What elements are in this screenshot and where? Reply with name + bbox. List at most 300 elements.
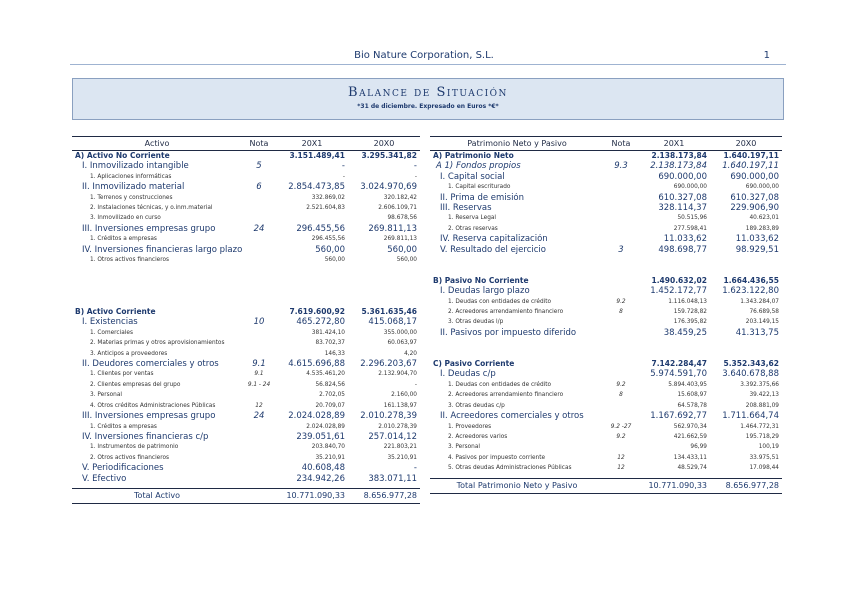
row-value-20x1: 610.327,08 <box>658 192 707 203</box>
row-label: 1. Aplicaciones informáticas <box>90 173 172 180</box>
row-value-20x0: 35.210,91 <box>387 454 417 461</box>
row-value-20x0: - <box>414 173 417 180</box>
row-value-20x0: 320.182,42 <box>383 194 417 201</box>
row-label: 4. Pasivos por impuesto corriente <box>448 454 546 461</box>
row-value-20x0: 11.033,62 <box>735 234 779 245</box>
row-label: 5. Otras deudas Administraciones Públicas <box>448 465 572 472</box>
row-value-20x1: 50.515,96 <box>677 215 707 222</box>
row-value-20x0: 3.295.341,82 <box>361 151 417 160</box>
row-label: I. Capital social <box>440 171 505 182</box>
row-nota: 8 <box>619 309 623 316</box>
row-nota <box>242 203 276 213</box>
row-value-20x1: 2.702,05 <box>319 392 345 399</box>
liabilities-body <box>430 151 782 474</box>
row-label: 3. Inmovilizado en curso <box>90 215 161 222</box>
row-nota <box>242 474 276 484</box>
section-row <box>72 307 420 317</box>
row-value-20x1: 381.424,10 <box>311 329 345 336</box>
row-value-20x1: 690.000,00 <box>673 184 707 191</box>
row-value-20x1: 332.869,02 <box>311 194 345 201</box>
group-row <box>430 245 782 255</box>
row-nota <box>242 349 276 359</box>
group-row <box>72 359 420 369</box>
detail-row <box>430 432 782 442</box>
row-nota: 10 <box>253 317 265 328</box>
assets-table <box>72 136 420 504</box>
group-row <box>430 328 782 338</box>
row-value-20x1: 20.709,07 <box>315 402 345 409</box>
detail-row <box>72 328 420 338</box>
row-nota <box>604 224 638 234</box>
group-row <box>72 161 420 171</box>
row-label: 2. Otros activos financieros <box>90 454 170 461</box>
detail-row <box>72 380 420 390</box>
row-value-20x1: 4.615.696,88 <box>288 359 345 370</box>
row-nota <box>242 463 276 473</box>
row-value-20x0: 189.283,89 <box>745 225 779 232</box>
row-nota: 9.2 -27 <box>610 423 632 430</box>
row-value-20x1: 2.138.173,84 <box>650 161 707 172</box>
section-row <box>430 151 782 162</box>
group-row <box>430 203 782 213</box>
group-row <box>72 411 420 421</box>
row-nota <box>604 213 638 223</box>
row-label: II. Deudores comerciales y otros <box>82 359 219 370</box>
row-value-20x0: 2.160,00 <box>391 392 417 399</box>
row-label: C) Pasivo Corriente <box>433 359 515 369</box>
detail-row <box>430 422 782 432</box>
row-value-20x0: 98.929,51 <box>735 244 779 255</box>
row-value-20x1: 1.167.692,77 <box>650 411 707 422</box>
assets-header-row <box>72 137 420 151</box>
section-row <box>72 151 420 162</box>
row-value-20x1: 7.619.600,92 <box>289 307 345 317</box>
row-value-20x1: 296.455,56 <box>296 223 345 234</box>
row-nota <box>604 401 638 411</box>
row-value-20x0: 2.606.109,71 <box>378 205 417 212</box>
row-value-20x0: 208.881,09 <box>745 402 779 409</box>
row-value-20x1: 2.138.173,84 <box>651 151 707 160</box>
detail-row <box>430 453 782 463</box>
row-nota: 5 <box>256 161 262 172</box>
row-nota <box>242 255 276 265</box>
row-nota: 24 <box>253 223 265 234</box>
row-value-20x0: 4,20 <box>404 350 417 357</box>
total-20x0: 8.656.977,28 <box>348 488 420 503</box>
row-value-20x1: 465.272,80 <box>296 317 345 328</box>
row-value-20x0: 2.296.203,67 <box>360 359 417 370</box>
row-value-20x1: 146,33 <box>324 350 345 357</box>
row-value-20x0: 415.068,17 <box>368 317 417 328</box>
row-value-20x1: 2.024.028,89 <box>306 423 345 430</box>
row-nota <box>242 172 276 182</box>
liabilities-header-row <box>430 137 782 151</box>
row-label: I. Deudas largo plazo <box>440 286 530 297</box>
group-row <box>72 463 420 473</box>
detail-row <box>430 401 782 411</box>
row-nota <box>604 411 638 421</box>
spacer-cell <box>430 349 782 359</box>
row-value-20x0: 1.664.436,55 <box>723 275 779 285</box>
row-nota <box>242 390 276 400</box>
row-value-20x0: 257.014,12 <box>368 431 417 442</box>
detail-row <box>72 369 420 379</box>
col-header-nota: Nota <box>604 137 638 151</box>
group-row <box>430 411 782 421</box>
col-header-20x0: 20X0 <box>348 137 420 151</box>
row-value-20x1: 40.608,48 <box>301 463 345 474</box>
spacer-row <box>430 255 782 265</box>
row-nota <box>604 286 638 296</box>
row-label: I. Existencias <box>82 317 138 328</box>
row-value-20x0: 76.689,58 <box>749 309 779 316</box>
group-row <box>430 193 782 203</box>
detail-row <box>72 442 420 452</box>
row-value-20x1: 64.578,78 <box>677 402 707 409</box>
group-row <box>430 161 782 171</box>
row-value-20x0: 221.803,21 <box>383 444 417 451</box>
row-nota: 24 <box>253 411 265 422</box>
document-subtitle: *31 de diciembre. Expresado en Euros *€* <box>357 103 499 110</box>
detail-row <box>430 463 782 473</box>
row-value-20x1: 134.433,11 <box>673 454 707 461</box>
detail-row <box>72 390 420 400</box>
group-row <box>72 474 420 484</box>
row-value-20x0: 5.361.635,46 <box>361 307 417 317</box>
section-row <box>430 359 782 369</box>
row-nota <box>242 307 276 317</box>
row-value-20x0: 3.640.678,88 <box>722 369 779 380</box>
row-nota <box>604 182 638 192</box>
row-value-20x0: - <box>413 463 417 474</box>
row-value-20x1: 498.698,77 <box>658 244 707 255</box>
row-value-20x1: - <box>342 173 345 180</box>
row-value-20x0: 610.327,08 <box>730 192 779 203</box>
row-label: A 1) Fondos propios <box>436 161 521 172</box>
detail-row <box>72 213 420 223</box>
row-value-20x1: 48.529,74 <box>677 465 707 472</box>
row-nota <box>242 245 276 255</box>
group-row <box>430 234 782 244</box>
total-pasivo-row <box>430 478 782 493</box>
row-value-20x0: 560,00 <box>387 244 417 255</box>
row-label: III. Reservas <box>440 203 492 214</box>
row-nota <box>242 422 276 432</box>
col-header-activo: Activo <box>72 137 242 151</box>
row-value-20x1: 3.151.489,41 <box>289 151 345 160</box>
row-value-20x0: 560,00 <box>396 257 417 264</box>
document-title: Balance de Situación <box>348 85 508 100</box>
row-value-20x1: 560,00 <box>315 244 345 255</box>
row-nota <box>604 359 638 369</box>
total-20x1: 10.771.090,33 <box>276 488 348 503</box>
row-nota <box>242 432 276 442</box>
row-nota <box>242 234 276 244</box>
spacer-cell <box>72 265 420 275</box>
row-label: 1. Créditos a empresas <box>90 423 157 430</box>
row-value-20x0: 2.010.278,39 <box>378 423 417 430</box>
row-nota: 9.1 <box>252 359 266 370</box>
row-value-20x0: - <box>413 161 417 172</box>
row-label: V. Resultado del ejercicio <box>440 244 546 255</box>
row-label: I. Deudas c/p <box>440 369 496 380</box>
row-nota <box>604 193 638 203</box>
row-label: 1. Terrenos y construcciones <box>90 194 173 201</box>
row-label: 1. Instrumentos de patrimonio <box>90 444 179 451</box>
detail-row <box>72 349 420 359</box>
row-label: II. Acreedores comerciales y otros <box>440 411 584 422</box>
row-label: 3. Anticipos a proveedores <box>90 350 168 357</box>
row-label: IV. Inversiones financieras largo plazo <box>82 244 242 255</box>
detail-row <box>72 203 420 213</box>
row-value-20x1: 159.728,82 <box>673 309 707 316</box>
row-value-20x1: 2.854.473,85 <box>288 182 345 193</box>
row-label: 1. Créditos a empresas <box>90 236 157 243</box>
row-value-20x1: 1.452.172,77 <box>650 286 707 297</box>
row-value-20x1: 176.395,82 <box>673 319 707 326</box>
row-nota <box>604 328 638 338</box>
row-nota <box>604 369 638 379</box>
detail-row <box>430 380 782 390</box>
group-row <box>430 172 782 182</box>
spacer-cell <box>72 286 420 296</box>
row-nota <box>604 172 638 182</box>
row-label: 3. Personal <box>448 444 481 451</box>
row-value-20x1: 203.840,70 <box>311 444 345 451</box>
row-nota <box>604 151 638 162</box>
spacer-cell <box>430 265 782 275</box>
row-value-20x0: 203.149,15 <box>745 319 779 326</box>
row-value-20x1 <box>276 213 348 223</box>
row-label: 1. Otros activos financieros <box>90 257 170 264</box>
row-value-20x0: 33.975,51 <box>749 454 779 461</box>
row-label: 2. Otras reservas <box>448 225 498 232</box>
row-value-20x1: 5.974.591,70 <box>650 369 707 380</box>
row-value-20x0: 39.422,13 <box>749 392 779 399</box>
detail-row <box>72 193 420 203</box>
row-value-20x1: 562.970,34 <box>673 423 707 430</box>
row-value-20x1: - <box>341 161 345 172</box>
detail-row <box>430 390 782 400</box>
group-row <box>72 432 420 442</box>
row-label: 1. Proveedores <box>448 423 492 430</box>
row-value-20x0: 3.024.970,69 <box>360 182 417 193</box>
row-label: II. Inmovilizado material <box>82 182 185 193</box>
row-nota: 3 <box>618 244 624 255</box>
total-nota <box>242 488 276 503</box>
row-nota <box>242 151 276 162</box>
row-value-20x0: 690.000,00 <box>745 184 779 191</box>
row-value-20x1: 421.662,59 <box>673 433 707 440</box>
row-value-20x1: 56.824,56 <box>315 381 345 388</box>
row-value-20x0: 1.464.772,31 <box>740 423 779 430</box>
row-label: 1. Deudas con entidades de crédito <box>448 298 552 305</box>
row-nota: 9.1 - 24 <box>247 381 271 388</box>
detail-row <box>430 297 782 307</box>
title-box <box>72 78 784 120</box>
row-value-20x1: 2.521.604,83 <box>306 205 345 212</box>
total-activo-row <box>72 488 420 503</box>
row-nota: 8 <box>619 392 623 399</box>
row-label: 2. Materias primas y otros aprovisionamientos <box>90 340 225 347</box>
page-number: 1 <box>763 50 770 61</box>
row-nota <box>242 193 276 203</box>
row-nota <box>604 234 638 244</box>
total-20x0: 8.656.977,28 <box>710 478 782 493</box>
row-nota: 12 <box>617 465 625 472</box>
detail-row <box>430 442 782 452</box>
row-value-20x1: 1.116.048,13 <box>668 298 707 305</box>
row-nota <box>242 442 276 452</box>
row-value-20x1: 277.598,41 <box>673 225 707 232</box>
row-nota: 12 <box>255 402 263 409</box>
detail-row <box>430 317 782 327</box>
row-value-20x0: 1.711.664,74 <box>722 411 779 422</box>
row-label: 1. Comerciales <box>90 329 133 336</box>
row-value-20x1: 2.024.028,89 <box>288 411 345 422</box>
spacer-row <box>72 286 420 296</box>
row-nota: 9.2 <box>616 381 626 388</box>
total-20x1: 10.771.090,33 <box>638 478 710 493</box>
row-value-20x1: 328.114,37 <box>658 203 707 214</box>
row-nota <box>604 276 638 286</box>
row-value-20x1: 35.210,91 <box>315 454 345 461</box>
spacer-row <box>72 297 420 307</box>
row-nota: 9.2 <box>616 298 626 305</box>
detail-row <box>72 453 420 463</box>
row-value-20x1: 11.033,62 <box>663 234 707 245</box>
row-label: 2. Acreedores arrendamiento financiero <box>448 392 564 399</box>
spacer-row <box>430 265 782 275</box>
row-label: 2. Acreedores varios <box>448 433 508 440</box>
row-label: B) Activo Corriente <box>75 307 156 317</box>
row-value-20x0: 269.811,13 <box>383 236 417 243</box>
row-label: 2. Instalaciones técnicas, y o.inm.material <box>90 205 213 212</box>
row-label: 1. Clientes por ventas <box>90 371 154 378</box>
row-nota <box>242 328 276 338</box>
row-label: 3. Otras deudas l/p <box>448 319 504 326</box>
row-value-20x0: 269.811,13 <box>368 223 417 234</box>
row-label: 3. Personal <box>90 392 123 399</box>
row-label: 1. Deudas con entidades de crédito <box>448 381 552 388</box>
detail-row <box>72 172 420 182</box>
assets-body <box>72 151 420 484</box>
row-value-20x1: 239.051,61 <box>296 431 345 442</box>
row-nota: 9.2 <box>616 433 626 440</box>
row-value-20x0: 100,19 <box>758 444 779 451</box>
row-value-20x0: 5.352.343,62 <box>723 359 779 369</box>
row-value-20x0: 98.678,56 <box>387 215 417 222</box>
row-nota: 6 <box>256 182 262 193</box>
row-label: 3. Otras deudas c/p <box>448 402 505 409</box>
row-value-20x1: 5.894.403,95 <box>668 381 707 388</box>
col-header-20x1: 20X1 <box>276 137 348 151</box>
row-label: 1. Capital escriturado <box>448 184 511 191</box>
detail-row <box>72 338 420 348</box>
liabilities-table <box>430 136 782 494</box>
row-value-20x0: 2.010.278,39 <box>360 411 417 422</box>
spacer-row <box>72 276 420 286</box>
row-value-20x0: 229.906,90 <box>730 203 779 214</box>
total-label: Total Activo <box>72 488 242 503</box>
detail-row <box>72 234 420 244</box>
row-nota: 9.3 <box>614 161 628 172</box>
row-value-20x0: - <box>414 381 417 388</box>
row-value-20x1: 296.455,56 <box>311 236 345 243</box>
row-value-20x1: 4.535.461,20 <box>306 371 345 378</box>
company-name: Bio Nature Corporation, S.L. <box>354 50 494 61</box>
row-nota <box>604 317 638 327</box>
row-label: II. Prima de emisión <box>440 192 525 203</box>
row-label: III. Inversiones empresas grupo <box>82 411 216 422</box>
detail-row <box>72 255 420 265</box>
col-header-patrimonio: Patrimonio Neto y Pasivo <box>430 137 604 151</box>
row-label: 4. Otros créditos Administraciones Públicas <box>90 402 216 409</box>
row-nota: 9.1 <box>254 371 264 378</box>
row-value-20x0: 195.718,29 <box>745 433 779 440</box>
group-row <box>430 286 782 296</box>
row-nota <box>604 203 638 213</box>
row-value-20x1: 690.000,00 <box>658 171 707 182</box>
row-nota <box>242 338 276 348</box>
row-value-20x0: 690.000,00 <box>730 171 779 182</box>
row-value-20x0: 1.640.197,11 <box>722 161 779 172</box>
spacer-cell <box>430 255 782 265</box>
spacer-row <box>430 349 782 359</box>
spacer-cell <box>72 276 420 286</box>
row-label: III. Inversiones empresas grupo <box>82 223 216 234</box>
row-label: A) Patrimonio Neto <box>433 151 514 160</box>
total-nota <box>604 478 638 493</box>
row-value-20x0: 1.640.197,11 <box>723 151 779 160</box>
row-value-20x0: 2.132.904,70 <box>378 371 417 378</box>
row-value-20x0: 17.098,44 <box>749 465 779 472</box>
detail-row <box>430 307 782 317</box>
row-label: IV. Reserva capitalización <box>440 234 548 245</box>
row-value-20x0: 383.071,11 <box>368 473 417 484</box>
detail-row <box>72 422 420 432</box>
row-label: V. Periodificaciones <box>82 463 164 474</box>
detail-row <box>72 401 420 411</box>
row-label: V. Efectivo <box>82 473 127 484</box>
col-header-nota: Nota <box>242 137 276 151</box>
row-label: II. Pasivos por impuesto diferido <box>440 327 577 338</box>
group-row <box>72 182 420 192</box>
detail-row <box>430 182 782 192</box>
group-row <box>72 245 420 255</box>
row-value-20x0: 40.623,01 <box>749 215 779 222</box>
row-label: 1. Reserva Legal <box>448 215 497 222</box>
group-row <box>72 224 420 234</box>
section-row <box>430 276 782 286</box>
row-nota <box>242 453 276 463</box>
row-value-20x0: 161.138,97 <box>383 402 417 409</box>
row-value-20x0: 1.343.284,07 <box>740 298 779 305</box>
row-nota <box>242 213 276 223</box>
row-nota: 12 <box>617 454 625 461</box>
spacer-row <box>72 265 420 275</box>
detail-row <box>430 224 782 234</box>
row-value-20x1: 83.702,37 <box>315 340 345 347</box>
row-value-20x1: 38.459,25 <box>663 327 707 338</box>
row-label: B) Pasivo No Corriente <box>433 275 529 285</box>
row-label: 2. Acreedores arrendamiento financiero <box>448 309 564 316</box>
detail-row <box>430 213 782 223</box>
row-value-20x1: 7.142.284,47 <box>651 359 707 369</box>
col-header-20x0: 20X0 <box>710 137 782 151</box>
row-value-20x0: 60.063,97 <box>387 340 417 347</box>
spacer-row <box>430 338 782 348</box>
